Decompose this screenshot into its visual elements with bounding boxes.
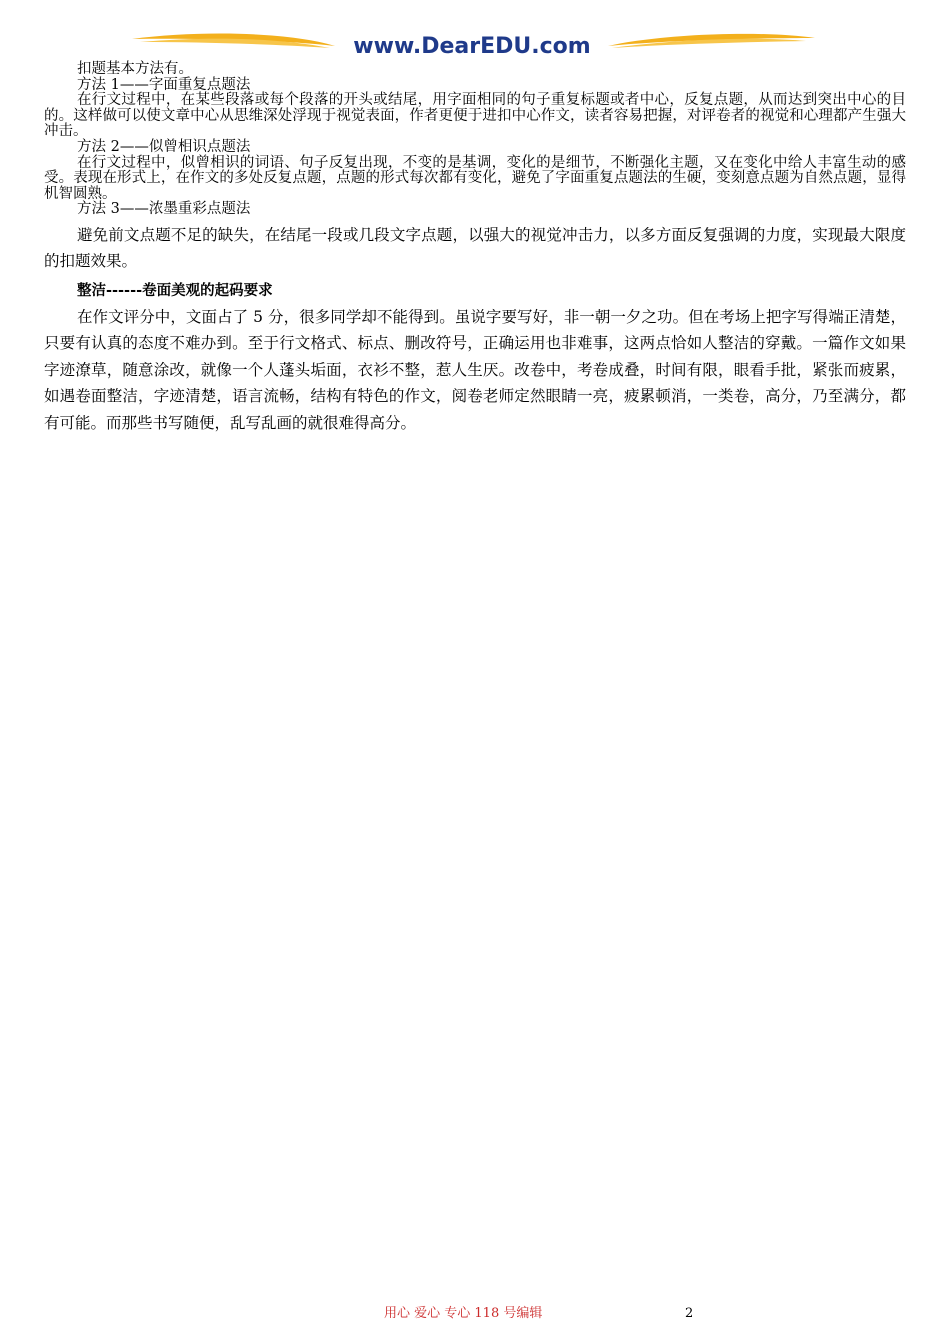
method1-paragraph: 在行文过程中，在某些段落或每个段落的开头或结尾，用字面相同的句子重复标题或者中心，反复点题，从而达到突出中心的目的。这样做可以使文章中心从思维深处浮现于视觉表面，作者更便于进扣中心作文，读者容易把握，对评卷者的视觉和心理都产生强大冲击。	[44, 92, 906, 140]
site-logo-text: www.DearEDU.com	[353, 34, 591, 59]
method2-paragraph: 在行文过程中，似曾相识的词语、句子反复出现，不变的是基调，变化的是细节，不断强化主题，又在变化中给人丰富生动的感受。表现在形式上，在作文的多处反复点题，点题的形式每次都有变化，避免了字面重复点题法的生硬，变刻意点题为自然点题，显得机智圆熟。	[44, 154, 906, 202]
document-body	[44, 62, 906, 436]
footer-text: 用心 爱心 专心 118 号编辑	[384, 1306, 543, 1321]
method2-title: 方法 2——似曾相识点题法	[77, 138, 251, 155]
section-heading: 整洁------卷面美观的起码要求	[77, 282, 273, 299]
section-paragraph: 在作文评分中，文面占了 5 分，很多同学却不能得到。虽说字要写好，非一朝一夕之功。但在考场上把字写得端正清楚，只要有认真的态度不难办到。至于行文格式、标点、删改符号，正确运用也非难事，这两点恰如人整洁的穿戴。一篇作文如果字迹潦草，随意涂改，就像一个人蓬头垢面，衣衫不整，惹人生厌。改卷中，考卷成叠，时间有限，眼看手批，紧张而疲累，如遇卷面整洁，字迹清楚，语言流畅，结构有特色的作文，阅卷老师定然眼睛一亮，疲累顿消，一类卷，高分，乃至满分，都有可能。而那些书写随便，乱写乱画的就很难得高分。	[44, 307, 906, 432]
intro-line: 扣题基本方法有。	[77, 61, 193, 77]
method3-paragraph: 避免前文点题不足的缺失，在结尾一段或几段文字点题，以强大的视觉冲击力，以多方面反复强调的力度，实现最大限度的扣题效果。	[44, 225, 906, 271]
method3-title: 方法 3——浓墨重彩点题法	[77, 201, 251, 218]
page-number: 2	[685, 1306, 694, 1321]
method1-title: 方法 1——字面重复点题法	[77, 76, 251, 93]
